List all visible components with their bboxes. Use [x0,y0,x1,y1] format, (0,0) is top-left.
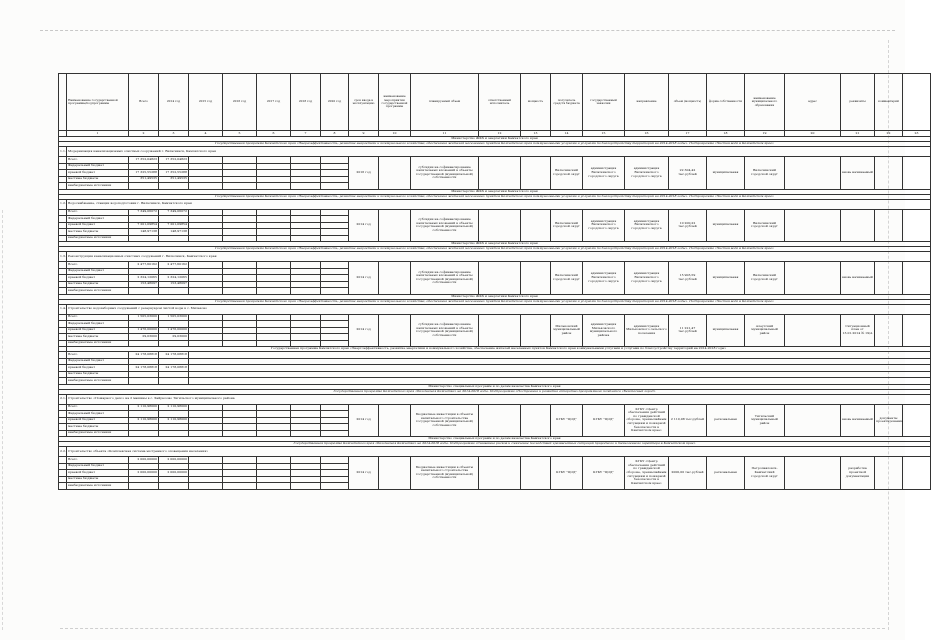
finance-total: 17 325,55288 [129,170,159,177]
header-cell: наименование муниципального образования [745,74,785,131]
details-cell [903,457,931,490]
column-number-cell: 6 [257,131,291,137]
finance-label: внебюджетные источники [67,340,129,347]
object-cost: 22 304,42 тыс.рублей [669,157,707,190]
investment-purpose: субсидии на софинансирование капитальных вложений в объекты государственной (муниципальной) собственности [411,209,479,242]
object-row [59,447,931,457]
column-number-cell: 12 [479,131,521,137]
column-number-cell: 17 [669,131,707,137]
note-cell [841,209,875,242]
finance-label: Федеральный бюджет [67,411,129,418]
commission-year: 2014 год [349,404,379,437]
comment-cell [875,262,903,295]
finance-total: 351,49535 [129,176,159,183]
object-row [59,252,931,262]
scan-edge-top [40,30,895,31]
finance-2014: 148,97138 [159,229,189,236]
header-cell: мощность [521,74,551,131]
column-number-cell: 13 [521,131,551,137]
column-number-cell: 4 [189,131,223,137]
finance-2014: 1 505,03000 [159,314,189,321]
executor-cell [479,457,521,490]
column-number-cell: 19 [745,131,785,137]
capacity-cell [521,157,551,190]
finance-label: Всего [67,262,129,269]
object-cost: 2 110,98 тыс.рублей [669,404,707,437]
object-row [59,147,931,157]
column-number-cell: 20 [785,131,841,137]
finance-label: краевой бюджет [67,222,129,229]
object-row [59,304,931,314]
budget-recipient: КГКУ "ЦОД" [551,457,583,490]
finance-label: местные бюджеты [67,176,129,183]
address-cell [785,209,841,242]
item-number: 2.1. [59,394,67,404]
measure-cell [379,314,411,347]
investment-purpose: субсидии на софинансирование капитальных вложений в объекты государственной (муниципальной) собственности [411,262,479,295]
header-cell: наименование мероприятия государственной программы [379,74,411,131]
address-cell [785,157,841,190]
section-title: Министерство ЖКХ и энергетики Камчатского края [59,294,931,299]
column-number-cell: 21 [841,131,875,137]
finance-total: 1 505,03000 [129,314,159,321]
state-customer: КГКУ "ЦОД" [583,404,625,437]
finance-2014: 24 178,08818 [159,365,189,372]
state-customer: администрация Вилючинского городского округа [583,209,625,242]
state-customer: администрация Вилючинского городского округа [583,157,625,190]
finance-2014: 2 324,12065 [159,275,189,282]
measure-cell [379,209,411,242]
scan-edge-left [2,210,3,630]
address-cell [785,404,841,437]
finance-2017 [257,483,291,490]
object-name: Модернизация канализационных очистных сооружений г. Вилючинск, Камчатского края [67,147,931,157]
details-cell [903,404,931,437]
address-cell [785,457,841,490]
finance-2014: 29,03000 [159,334,189,341]
finance-total: 153,48097 [129,281,159,288]
section-title: Министерство специальных программ и по делам казачества Камчатского края [59,437,931,442]
finance-2020 [321,483,349,490]
finance-label: Федеральный бюджет [67,216,129,223]
scan-edge-bottom [60,628,885,629]
object-name: Реконструкция канализационных очистных сооружений г. Вилючинск, Камчатского края [67,252,931,262]
finance-2016 [223,483,257,490]
finance-label: краевой бюджет [67,327,129,334]
finance-total: 2 110,98000 [129,404,159,411]
program-title: Государственная программа Камчатского края «Безопасная Камчатка» на 2014-2018 годы. Подпрограмма «Снижение рисков и смягчение последствий чрезвычайных ситуаций природного и техногенного характера в Камчатском крае» [59,442,931,447]
ownership-form: муниципальная [707,157,745,190]
finance-label: местные бюджеты [67,281,129,288]
ownership-form: региональная [707,457,745,490]
executor-cell [479,404,521,437]
finance-total: 2 110,98000 [129,417,159,424]
comment-cell [875,209,903,242]
commission-year: 2016 год [349,157,379,190]
municipality: Вилючинский городской округ [745,262,785,295]
finance-2014: 2 110,98000 [159,417,189,424]
details-cell [903,157,931,190]
column-number-cell: 22 [875,131,903,137]
header-cell: 2016 год [223,74,257,131]
header-cell: ответственный исполнитель [479,74,521,131]
object-cost: 15 903,59 тыс.рублей [669,262,707,295]
details-cell [903,262,931,295]
comment-cell: документы проектирования [875,404,903,437]
budget-recipient: Вилючинский городской округ [551,262,583,295]
finance-total: 2 477,60162 [129,262,159,269]
finance-total: 2 000,00000 [129,457,159,464]
finance-label: Федеральный бюджет [67,463,129,470]
header-cell: адрес [785,74,841,131]
finance-2014: 2 477,60162 [159,262,189,269]
item-number: 1.4. [59,304,67,314]
finance-label: внебюджетные источники [67,483,129,490]
finance-label: Федеральный бюджет [67,163,129,170]
budget-recipient: КГКУ "ЦОД" [551,404,583,437]
municipality: Петропавловск-Камчатский городской округ [745,457,785,490]
municipality: Вилючинский городской округ [745,157,785,190]
executor-cell [479,314,521,347]
finance-2014: 24 178,08818 [159,352,189,359]
executor-cell [479,209,521,242]
finance-label: Всего [67,314,129,321]
finance-label: внебюджетные источники [67,183,129,190]
header-cell [59,74,67,131]
budget-recipient: Вилючинский городской округ [551,209,583,242]
header-cell: форма собственности [707,74,745,131]
finance-label: краевой бюджет [67,365,129,372]
ownership-form: муниципальная [707,314,745,347]
budget-recipient: Мильковский муниципальный район [551,314,583,347]
measure-cell [379,404,411,437]
ownership-form: муниципальная [707,209,745,242]
finance-total: 2 000,00000 [129,470,159,477]
address-cell [785,262,841,295]
finance-2014 [159,483,189,490]
item-number: 1.3. [59,252,67,262]
commission-year: 2014 год [349,457,379,490]
finance-2014: 17 352,04823 [159,157,189,164]
finance-label: местные бюджеты [67,371,129,378]
state-customer: КГКУ "ЦОД" [583,457,625,490]
finance-2018 [291,483,321,490]
municipality: Алеутский муниципальный район [745,314,785,347]
header-cell: 2015 год [189,74,223,131]
object-name: Строительство «Пожарного депо» на 2 машины в с. Хайрюзово Тигильского муниципального района [67,394,931,404]
finance-label: краевой бюджет [67,170,129,177]
object-row [59,394,931,404]
blank-cell [59,483,67,490]
header-cell: направление [625,74,669,131]
finance-2014: 7 349,06072 [159,209,189,216]
header-cell: объем (мощность) [669,74,707,131]
ownership-form: региональная [707,404,745,437]
table-header-row [59,74,931,131]
finance-total [129,483,159,490]
finance-total: 24 178,08818 [129,365,159,372]
column-number-cell: 7 [291,131,321,137]
note-cell: вновь начинаемый [841,404,875,437]
finance-total: 7 201,09854 [129,222,159,229]
finance-label: внебюджетные источники [67,378,129,385]
section-title: Министерство ЖКХ и энергетики Камчатского края [59,242,931,247]
header-cell: 2018 год [291,74,321,131]
subtotal-title: Государственная программа Камчатского края «Энергоэффективность, развитие энергетики и коммунального хозяйства, обеспечение жителей населенных пунктов Камчатского края коммунальными услугами и услугами по благоустройству территорий на 2014-2018 годы» [67,347,931,352]
state-customer: администрация Мильковского муниципального района [583,314,625,347]
finance-label: Федеральный бюджет [67,268,129,275]
commission-year: 2014 год [349,262,379,295]
budget-recipient: Вилючинский городской округ [551,157,583,190]
investment-purpose: Бюджетные инвестиции в объекты капитального строительства государственной (муниципальной) собственности [411,404,479,437]
column-number-cell: 9 [349,131,379,137]
note-cell: Ситуационный план от 13.01.2014 № 19/А [841,314,875,347]
column-number-cell: 15 [583,131,625,137]
capacity-cell [521,262,551,295]
program-title: Государственная программа Камчатского края «Энергоэффективность, развитие энергетики и коммунального хозяйства, обеспечение жителей населенных пунктов Камчатского края коммунальными услугами и услугами по благоустройству территорий на 2014-2018 годы». Подпрограмма «Чистая вода в Камчатском крае» [59,194,931,199]
header-cell: государственный заказчик [583,74,625,131]
finance-label: Всего [67,352,129,359]
finance-label: внебюджетные источники [67,288,129,295]
commission-year: 2014 год [349,209,379,242]
object-cost: 11 221,47 тыс.рублей [669,314,707,347]
finance-label: местные бюджеты [67,229,129,236]
direction-cell: администрация Вилючинского городского округа [625,209,669,242]
finance-2014: 351,49535 [159,176,189,183]
finance-total: 7 349,06072 [129,209,159,216]
column-number-cell: 1 [67,131,129,137]
header-cell: получатель средств бюджета [551,74,583,131]
investment-purpose: субсидии на софинансирование капитальных вложений в объекты государственной (муниципальной) собственности [411,157,479,190]
column-number-cell: 2 [129,131,159,137]
column-number-cell: 11 [411,131,479,137]
finance-total: 24 178,08818 [129,352,159,359]
capacity-cell [521,457,551,490]
details-cell [903,209,931,242]
finance-label: краевой бюджет [67,470,129,477]
note-cell: вновь начинаемый [841,262,875,295]
section-title: Министерство ЖКХ и энергетики Камчатского края [59,189,931,194]
finance-label: Федеральный бюджет [67,358,129,365]
comment-cell [875,314,903,347]
object-row [59,199,931,209]
direction-cell: КГКУ «Центр обеспечения действий по гражданской обороне, чрезвычайным ситуациям и пожарной безопасности в Камчатском крае» [625,457,669,490]
investment-purpose: Бюджетные инвестиции в объекты капитального строительства государственной (муниципальной) собственности [411,457,479,490]
finance-label: местные бюджеты [67,424,129,431]
capacity-cell [521,404,551,437]
capacity-cell [521,314,551,347]
municipality: Вилючинский городской округ [745,209,785,242]
object-name: Водоснабжение, станции водоподготовки г. Вилючинск, Камчатского края [67,199,931,209]
finance-label: Всего [67,404,129,411]
header-cell: срок ввода в эксплуатацию [349,74,379,131]
finance-label: краевой бюджет [67,275,129,282]
finance-2014: 17 352,55288 [159,170,189,177]
section-title: Министерство специальных программ и по делам казачества Камчатского края [59,384,931,389]
column-number-cell: 16 [625,131,669,137]
object-cost: 10 200,22 тыс.рублей [669,209,707,242]
municipality: Тигильский муниципальный район [745,404,785,437]
finance-label: Всего [67,157,129,164]
finance-label: внебюджетные источники [67,430,129,437]
finance-2014: 2 000,00000 [159,470,189,477]
finance-total: 1 476,00000 [129,327,159,334]
executor-cell [479,262,521,295]
measure-cell [379,457,411,490]
finance-label: местные бюджеты [67,476,129,483]
column-number-cell: 23 [903,131,931,137]
commission-year: 2014 год [349,314,379,347]
finance-total: 17 352,04823 [129,157,159,164]
executor-cell [479,157,521,190]
finance-label: местные бюджеты [67,334,129,341]
direction-cell: КГКУ «Центр обеспечения действий по гражданской обороне, чрезвычайным ситуациям и пожарной безопасности в Камчатском крае» [625,404,669,437]
header-cell: планируемый объем [411,74,479,131]
comment-cell [875,457,903,490]
note-cell: вновь начинаемый [841,157,875,190]
object-name: Строительство водозаборных сооружений с резервуаром чистой воды в с. Мильково [67,304,931,314]
object-name: Строительство объекта «Комплексная система экстренного оповещения населения» [67,447,931,457]
header-cell [903,74,931,131]
finance-label: Федеральный бюджет [67,321,129,328]
header-cell: комментарий [875,74,903,131]
finance-total: 148,97138 [129,229,159,236]
table-body [59,137,931,490]
column-number-cell: 5 [223,131,257,137]
direction-cell: администрация Вилючинского городского округа [625,157,669,190]
finance-label: краевой бюджет [67,417,129,424]
capacity-cell [521,209,551,242]
finance-total: 2 324,12065 [129,275,159,282]
direction-cell: администрация Вилючинского городского округа [625,262,669,295]
object-cost: 2000,00 тыс.рублей [669,457,707,490]
measure-cell [379,262,411,295]
finance-2014: 7 201,09854 [159,222,189,229]
program-title: Государственная программа Камчатского края «Энергоэффективность, развитие энергетики и коммунального хозяйства, обеспечение жителей населенных пунктов Камчатского края коммунальными услугами и услугами по благоустройству территорий на 2014-2018 годы». Подпрограмма «Чистая вода в Камчатском крае» [59,142,931,147]
finance-2014: 1 476,00000 [159,327,189,334]
investment-table [58,73,931,490]
column-number-cell: 8 [321,131,349,137]
state-customer: администрация Вилючинского городского округа [583,262,625,295]
column-number-cell: 3 [159,131,189,137]
measure-cell [379,157,411,190]
item-number: 1.2. [59,199,67,209]
column-number-cell: 10 [379,131,411,137]
finance-label: внебюджетные источники [67,235,129,242]
comment-cell [875,157,903,190]
header-cell: 2020 год [321,74,349,131]
program-title: Государственная программа Камчатского края «Энергоэффективность, развитие энергетики и коммунального хозяйства, обеспечение жителей населенных пунктов Камчатского края коммунальными услугами и услугами по благоустройству территорий на 2014-2018 годы». Подпрограмма «Чистая вода в Камчатском крае» [59,299,931,304]
investment-purpose: субсидии на софинансирование капитальных вложений в объекты государственной (муниципальной) собственности [411,314,479,347]
program-title: Государственная программа Камчатского края «Энергоэффективность, развитие энергетики и коммунального хозяйства, обеспечение жителей населенных пунктов Камчатского края коммунальными услугами и услугами по благоустройству территорий на 2014-2018 годы». Подпрограмма «Чистая вода в Камчатском крае» [59,247,931,252]
finance-2014: 2 110,98000 [159,404,189,411]
header-cell: 2017 год [257,74,291,131]
header-cell: реквизиты [841,74,875,131]
finance-2014: 153,48097 [159,281,189,288]
header-cell: Всего [129,74,159,131]
program-title: Государственная программа Камчатского края «Безопасная Камчатка» на 2014-2018 годы. Подпрограмма «Построение и развитие аппаратно-программного комплекса «Безопасный город» [59,389,931,394]
item-number: 2.2. [59,447,67,457]
note-cell: разработка проектной документации [841,457,875,490]
finance-2014: 2 000,00000 [159,457,189,464]
finance-label: Всего [67,457,129,464]
item-number: 1.1. [59,147,67,157]
ownership-form: муниципальная [707,262,745,295]
details-cell [903,314,931,347]
section-title: Министерство ЖКХ и энергетики Камчатского края [59,137,931,142]
finance-label: Всего [67,209,129,216]
column-number-cell: 18 [707,131,745,137]
finance-total: 29,03000 [129,334,159,341]
finance-2015 [189,483,223,490]
address-cell [785,314,841,347]
column-number-cell: 14 [551,131,583,137]
header-cell: 2014 год [159,74,189,131]
header-cell: Наименование государственной программы/подпрограммы [67,74,129,131]
direction-cell: администрация Мильковского сельского поселения [625,314,669,347]
